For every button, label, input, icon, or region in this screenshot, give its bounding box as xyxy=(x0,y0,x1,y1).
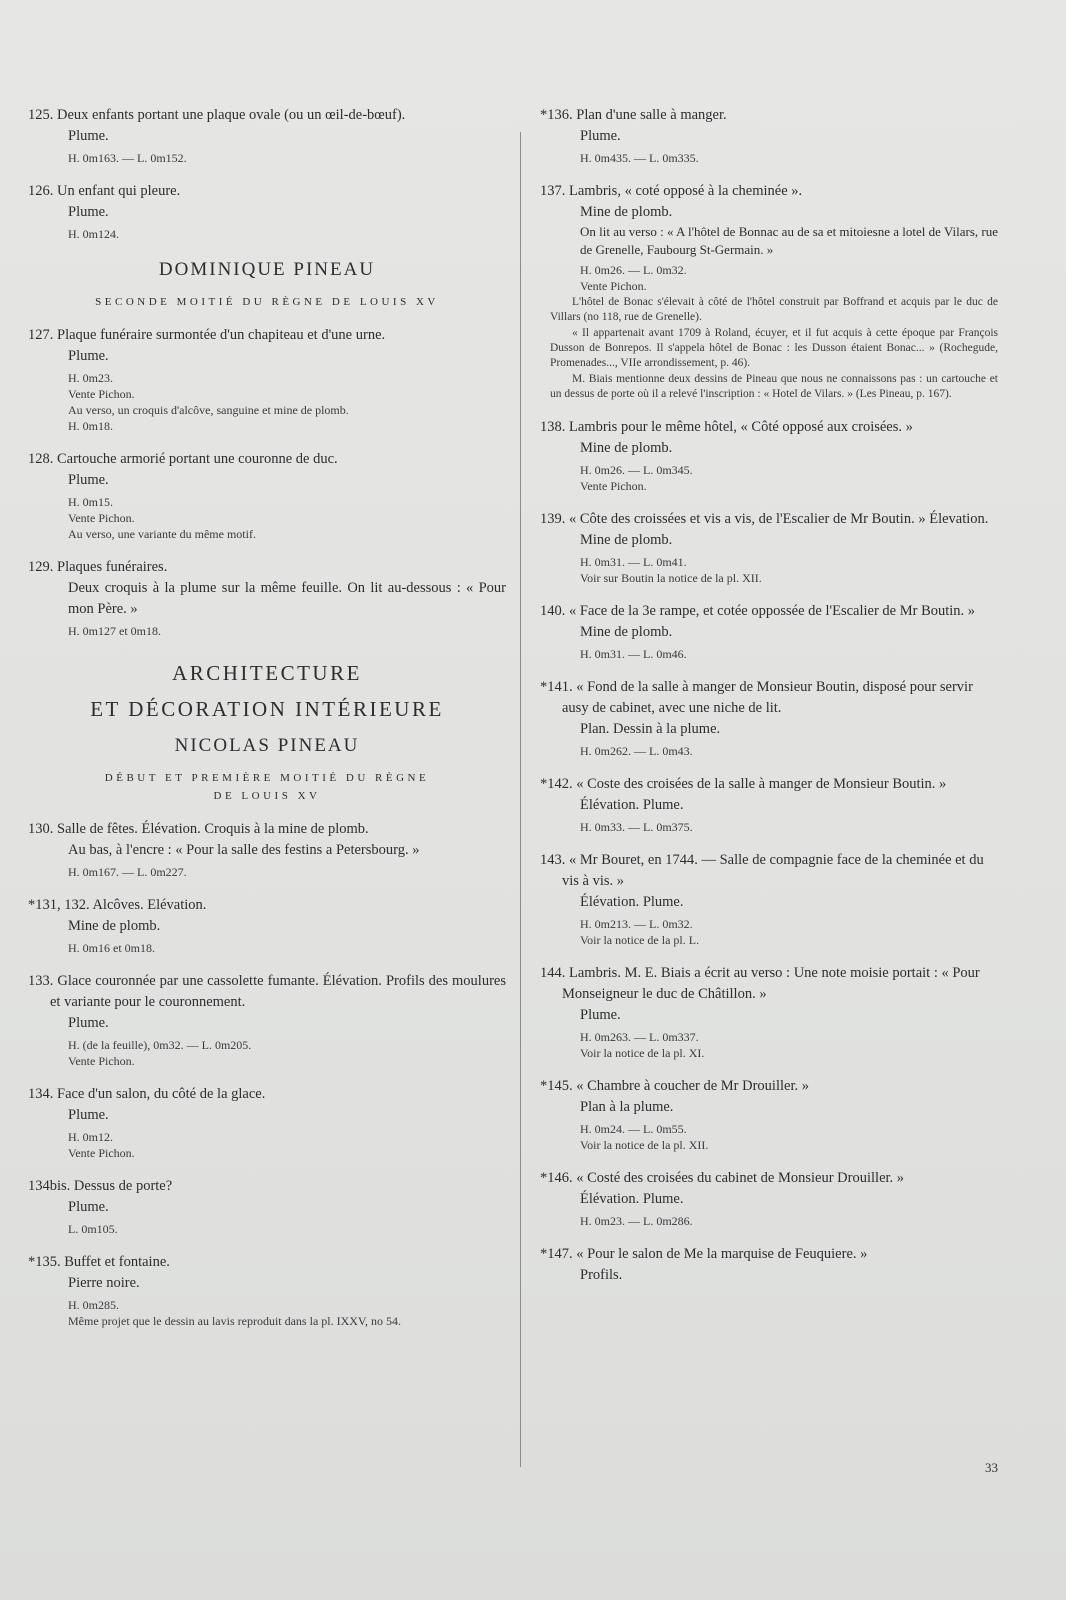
catalog-entry-145 xyxy=(540,1076,998,1153)
page-number: 33 xyxy=(985,1460,998,1475)
catalog-entry-141 xyxy=(540,677,998,759)
entry-dimensions: H. 0m18. xyxy=(68,419,113,433)
entry-dimensions: H. 0m124. xyxy=(68,227,119,241)
entry-heading: 130. Salle de fêtes. Élévation. Croquis à la mine de plomb. xyxy=(28,821,369,837)
catalog-entry-146 xyxy=(540,1168,998,1229)
catalog-entry-143 xyxy=(540,850,998,948)
entry-heading: 125. Deux enfants portant une plaque ovale (ou un œil-de-bœuf). xyxy=(28,107,406,123)
section-subtitle: DE LOUIS XV xyxy=(213,790,321,802)
entry-dimensions: H. (de la feuille), 0m32. — L. 0m205. xyxy=(68,1038,252,1052)
entry-heading: *147. « Pour le salon de Me la marquise de Feuquiere. » xyxy=(540,1246,868,1262)
entry-medium: Plume. xyxy=(68,1107,109,1123)
entry-dimensions: L. 0m105. xyxy=(68,1222,118,1236)
entry-heading: *131, 132. Alcôves. Elévation. xyxy=(28,897,207,913)
entry-note: Voir la notice de la pl. XII. xyxy=(580,1138,709,1152)
entry-dimensions: H. 0m31. — L. 0m41. xyxy=(580,555,687,569)
entry-dimensions: H. 0m16 et 0m18. xyxy=(68,941,155,955)
entry-dimensions: H. 0m263. — L. 0m337. xyxy=(580,1030,699,1044)
catalog-entry-147 xyxy=(540,1244,998,1286)
entry-description: Au bas, à l'encre : « Pour la salle des festins a Petersbourg. » xyxy=(68,842,420,858)
catalog-entry-125 xyxy=(28,105,506,166)
section-title-architecture: ARCHITECTURE xyxy=(172,661,362,685)
entry-heading: *135. Buffet et fontaine. xyxy=(28,1254,170,1270)
catalog-entry-140 xyxy=(540,601,998,662)
entry-note: Voir la notice de la pl. L. xyxy=(580,933,700,947)
catalog-entry-130 xyxy=(28,819,506,880)
entry-dimensions: H. 0m262. — L. 0m43. xyxy=(580,744,693,758)
entry-note: « Il appartenait avant 1709 à Roland, écuyer, et il fut acquis à cette époque par François Dusson de Bonrepos. Il s'appela hôtel de Bonac : les Dusson étaient Bonac... » (Rochegude, Promenades..., VIIe arrondissement, p. 46). xyxy=(550,327,998,369)
catalog-entry-135 xyxy=(28,1252,506,1329)
catalog-entry-127 xyxy=(28,325,506,434)
right-column xyxy=(540,105,998,1301)
entry-note: Voir la notice de la pl. XI. xyxy=(580,1046,705,1060)
entry-description: Deux croquis à la plume sur la même feuille. On lit au-dessous : « Pour mon Père. » xyxy=(68,580,506,617)
entry-medium: Plume. xyxy=(68,472,109,488)
catalog-entry-134bis xyxy=(28,1176,506,1237)
entry-dimensions: H. 0m12. xyxy=(68,1130,113,1144)
entry-dimensions: H. 0m31. — L. 0m46. xyxy=(580,647,687,661)
catalog-entry-142 xyxy=(540,774,998,835)
catalog-entry-144 xyxy=(540,963,998,1061)
entry-heading: 138. Lambris pour le même hôtel, « Côté opposé aux croisées. » xyxy=(540,419,913,435)
entry-heading: 134. Face d'un salon, du côté de la glace. xyxy=(28,1086,266,1102)
catalog-entry-133 xyxy=(28,971,506,1069)
entry-heading: 134bis. Dessus de porte? xyxy=(28,1178,173,1194)
entry-medium: Mine de plomb. xyxy=(580,532,673,548)
entry-dimensions: H. 0m33. — L. 0m375. xyxy=(580,820,693,834)
entry-dimensions: H. 0m26. — L. 0m345. xyxy=(580,463,693,477)
entry-dimensions: H. 0m167. — L. 0m227. xyxy=(68,865,187,879)
entry-medium: Pierre noire. xyxy=(68,1275,140,1291)
catalog-entry-136 xyxy=(540,105,998,166)
entry-heading: *146. « Costé des croisées du cabinet de Monsieur Drouiller. » xyxy=(540,1170,905,1186)
catalog-entry-131 xyxy=(28,895,506,956)
catalog-entry-126 xyxy=(28,181,506,242)
entry-dimensions: H. 0m163. — L. 0m152. xyxy=(68,151,187,165)
entry-medium: Élévation. Plume. xyxy=(580,797,684,813)
entry-inscription: On lit au verso : « A l'hôtel de Bonnac au de sa et mitoiesne a lotel de Vilars, rue de Grenelle, Faubourg St-Germain. » xyxy=(580,224,998,257)
entry-dimensions: H. 0m213. — L. 0m32. xyxy=(580,917,693,931)
left-column xyxy=(28,105,506,1344)
entry-medium: Plume. xyxy=(68,204,109,220)
entry-dimensions: H. 0m23. — L. 0m286. xyxy=(580,1214,693,1228)
catalog-entry-139 xyxy=(540,509,998,586)
entry-provenance: Vente Pichon. xyxy=(580,279,647,293)
entry-dimensions: H. 0m127 et 0m18. xyxy=(68,624,161,638)
entry-dimensions: H. 0m26. — L. 0m32. xyxy=(580,263,687,277)
entry-provenance: Vente Pichon. xyxy=(68,1146,135,1160)
entry-heading: 127. Plaque funéraire surmontée d'un chapiteau et d'une urne. xyxy=(28,327,386,343)
entry-provenance: Vente Pichon. xyxy=(68,1054,135,1068)
entry-dimensions: H. 0m23. xyxy=(68,371,113,385)
entry-note: Au verso, une variante du même motif. xyxy=(68,527,256,541)
entry-note: L'hôtel de Bonac s'élevait à côté de l'hôtel construit par Boffrand et acquis par le duc de Villars (no 118, rue de Grenelle). xyxy=(550,296,998,323)
entry-heading: *142. « Coste des croisées de la salle à manger de Monsieur Boutin. » xyxy=(540,776,947,792)
entry-medium: Plume. xyxy=(68,128,109,144)
entry-provenance: Vente Pichon. xyxy=(68,511,135,525)
section-subtitle: DÉBUT ET PREMIÈRE MOITIÉ DU RÈGNE xyxy=(104,772,430,784)
entry-note: M. Biais mentionne deux dessins de Pineau que nous ne connaissons pas : un cartouche et un dessus de porte où il a relevé l'inscription : « Hotel de Vilars. » (Les Pineau, p. 167). xyxy=(550,373,998,400)
section-subtitle: SECONDE MOITIÉ DU RÈGNE DE LOUIS XV xyxy=(95,296,439,308)
entry-note: Voir sur Boutin la notice de la pl. XII. xyxy=(580,571,762,585)
entry-medium: Mine de plomb. xyxy=(580,624,673,640)
entry-medium: Mine de plomb. xyxy=(580,440,673,456)
entry-medium: Plan. Dessin à la plume. xyxy=(580,721,721,737)
entry-heading: 128. Cartouche armorié portant une couronne de duc. xyxy=(28,451,338,467)
entry-medium: Mine de plomb. xyxy=(580,204,673,220)
catalog-entry-128 xyxy=(28,449,506,542)
entry-medium: Profils. xyxy=(580,1267,623,1283)
entry-medium: Plume. xyxy=(68,1015,109,1031)
catalog-entry-129 xyxy=(28,557,506,639)
entry-medium: Plume. xyxy=(68,348,109,364)
entry-heading: 144. Lambris. M. E. Biais a écrit au verso : Une note moisie portait : « Pour Monseigneur le duc de Châtillon. » xyxy=(540,965,980,1002)
entry-heading: 133. Glace couronnée par une cassolette fumante. Élévation. Profils des moulures et variante pour le couronnement. xyxy=(28,973,506,1010)
entry-heading: 137. Lambris, « coté opposé à la cheminée ». xyxy=(540,183,803,199)
entry-heading: *145. « Chambre à coucher de Mr Drouiller. » xyxy=(540,1078,809,1094)
entry-heading: 143. « Mr Bouret, en 1744. — Salle de compagnie face de la cheminée et du vis à vis. » xyxy=(540,852,984,889)
entry-medium: Plume. xyxy=(580,1007,621,1023)
entry-medium: Plan à la plume. xyxy=(580,1099,674,1115)
catalog-entry-134 xyxy=(28,1084,506,1161)
entry-medium: Élévation. Plume. xyxy=(580,894,684,910)
section-title-dominique-pineau: DOMINIQUE PINEAU xyxy=(158,259,376,280)
section-title-nicolas-pineau: NICOLAS PINEAU xyxy=(174,735,360,756)
column-divider xyxy=(520,132,521,1467)
entry-medium: Plume. xyxy=(68,1199,109,1215)
entry-dimensions: H. 0m435. — L. 0m335. xyxy=(580,151,699,165)
entry-heading: *141. « Fond de la salle à manger de Monsieur Boutin, disposé pour servir ausy de cabinet, avec une niche de lit. xyxy=(540,679,973,716)
entry-dimensions: H. 0m285. xyxy=(68,1298,119,1312)
catalog-entry-138 xyxy=(540,417,998,494)
entry-medium: Élévation. Plume. xyxy=(580,1191,684,1207)
catalog-entry-137 xyxy=(540,181,998,402)
entry-heading: 140. « Face de la 3e rampe, et cotée oppossée de l'Escalier de Mr Boutin. » xyxy=(540,603,976,619)
entry-dimensions: H. 0m24. — L. 0m55. xyxy=(580,1122,687,1136)
entry-dimensions: H. 0m15. xyxy=(68,495,113,509)
entry-note: Même projet que le dessin au lavis reproduit dans la pl. IXXV, no 54. xyxy=(68,1314,402,1328)
entry-note: Au verso, un croquis d'alcôve, sanguine et mine de plomb. xyxy=(68,403,349,417)
entry-medium: Mine de plomb. xyxy=(68,918,161,934)
entry-provenance: Vente Pichon. xyxy=(68,387,135,401)
entry-heading: 129. Plaques funéraires. xyxy=(28,559,168,575)
entry-heading: *136. Plan d'une salle à manger. xyxy=(540,107,727,123)
entry-heading: 139. « Côte des croissées et vis a vis, de l'Escalier de Mr Boutin. » Élevation. xyxy=(540,511,989,527)
entry-heading: 126. Un enfant qui pleure. xyxy=(28,183,181,199)
entry-provenance: Vente Pichon. xyxy=(580,479,647,493)
entry-medium: Plume. xyxy=(580,128,621,144)
section-title-decoration: ET DÉCORATION INTÉRIEURE xyxy=(90,697,444,721)
